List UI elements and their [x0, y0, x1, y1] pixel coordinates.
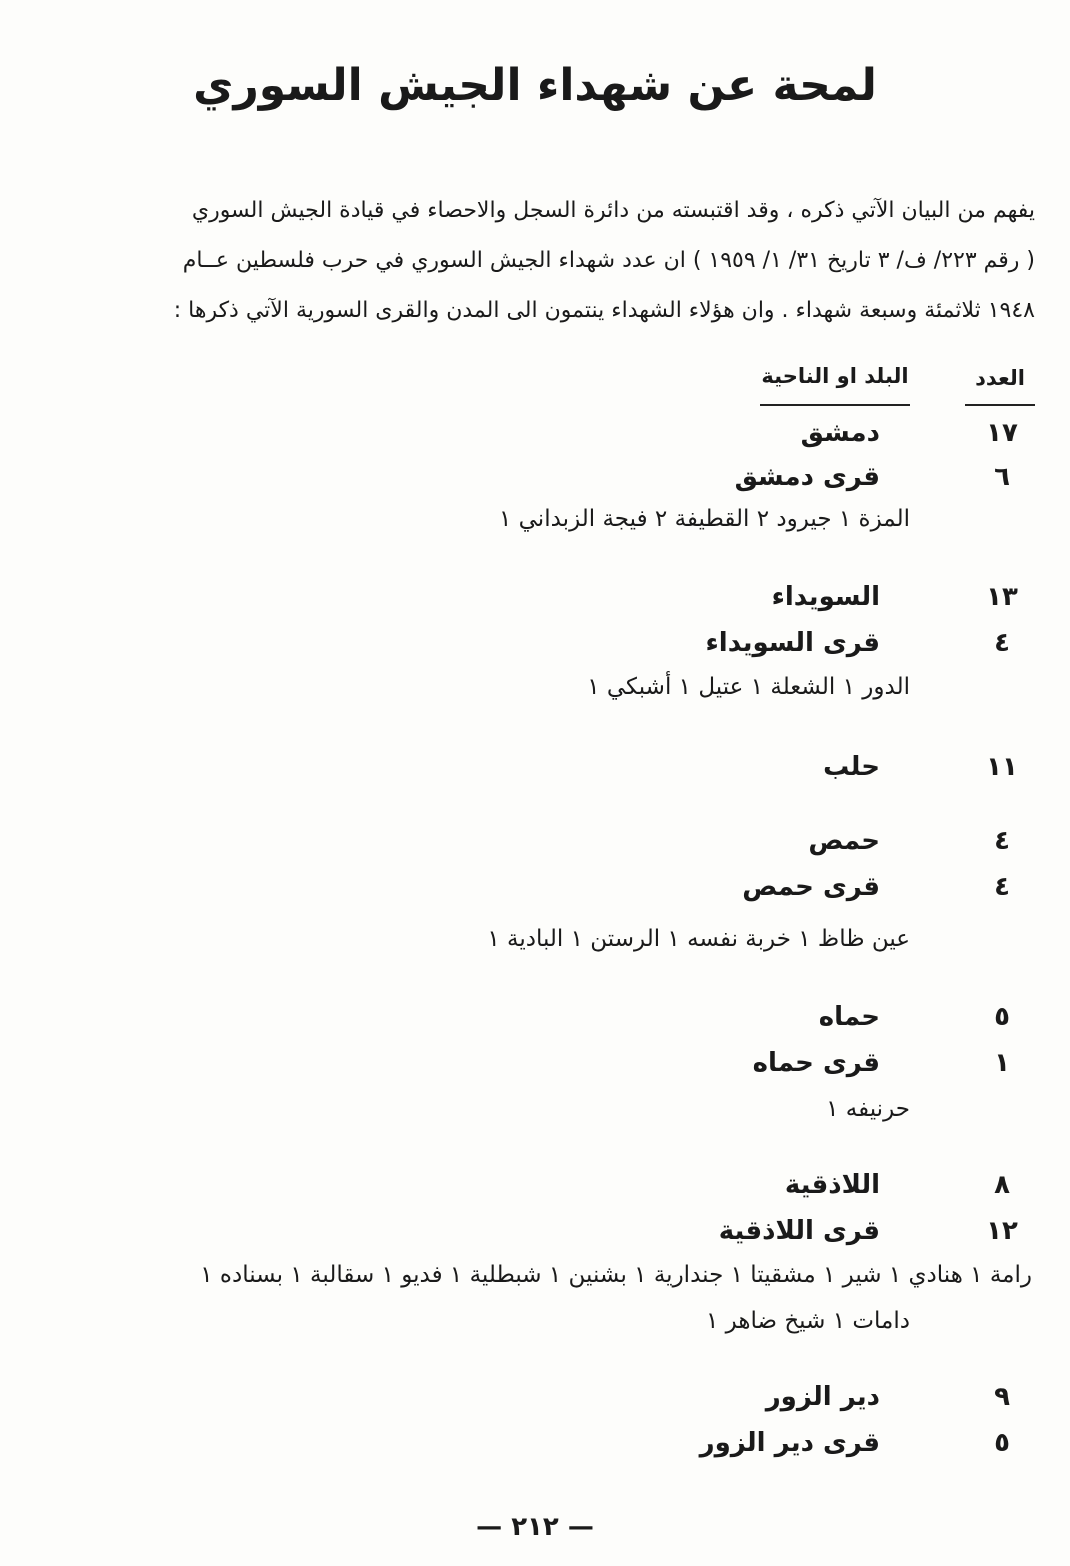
table-row	[0, 826, 1070, 866]
page-title: لمحة عن شهداء الجيش السوري	[193, 60, 877, 111]
row-count: ٥	[994, 1002, 1010, 1032]
row-count: ٤	[994, 628, 1010, 658]
column-header-place-rule	[760, 404, 910, 406]
row-count: ١٢	[986, 1216, 1018, 1246]
row-count: ١٣	[986, 582, 1018, 612]
row-count: ١٧	[986, 418, 1018, 448]
row-count: ١	[994, 1048, 1010, 1078]
row-count: ٩	[994, 1382, 1010, 1412]
village-list: حرنيفه ١	[826, 1096, 910, 1122]
row-place: قرى دير الزور	[699, 1428, 880, 1458]
row-place: حمص	[808, 826, 880, 856]
row-count: ٨	[994, 1170, 1010, 1200]
table-row	[0, 1048, 1070, 1088]
table-row	[0, 1216, 1070, 1256]
row-place: قرى اللاذقية	[718, 1216, 880, 1246]
table-row	[0, 418, 1070, 458]
table-row	[0, 1428, 1070, 1468]
row-count: ٥	[994, 1428, 1010, 1458]
row-place: اللاذقية	[784, 1170, 880, 1200]
intro-line-3: ١٩٤٨ ثلاثمئة وسبعة شهداء . وان هؤلاء الشهداء ينتمون الى المدن والقرى السورية الآتي ذكرها :	[173, 298, 1035, 323]
column-header-place: البلد او الناحية	[761, 364, 909, 388]
row-place: السويداء	[771, 582, 880, 612]
row-place: حماه	[818, 1002, 880, 1032]
row-place: قرى دمشق	[734, 462, 880, 492]
village-list: عين ظاظ ١ خربة نفسه ١ الرستن ١ البادية ١	[487, 926, 910, 952]
intro-line-1: يفهم من البيان الآتي ذكره ، وقد اقتبسته من دائرة السجل والاحصاء في قيادة الجيش السوري	[191, 198, 1035, 223]
row-count: ٦	[994, 462, 1010, 492]
intro-line-2: ( رقم ٢٢٣/ ف/ ٣ تاريخ ٣١/ ١/ ١٩٥٩ ) ان عدد شهداء الجيش السوري في حرب فلسطين عــام	[182, 248, 1035, 273]
row-place: قرى حمص	[742, 872, 880, 902]
village-list: رامة ١ هنادي ١ شير ١ مشقيتا ١ جندارية ١ بشنين ١ شبطلية ١ فديو ١ سقالبة ١ بسناده ١	[200, 1262, 1032, 1288]
row-place: دير الزور	[765, 1382, 880, 1412]
row-place: قرى السويداء	[705, 628, 880, 658]
row-place: حلب	[823, 752, 880, 782]
row-count: ٤	[994, 826, 1010, 856]
row-count: ١١	[986, 752, 1018, 782]
table-row	[0, 462, 1070, 502]
row-place: دمشق	[800, 418, 880, 448]
row-count: ٤	[994, 872, 1010, 902]
table-row	[0, 582, 1070, 622]
column-header-count-rule	[965, 404, 1035, 406]
column-header-count: العدد	[975, 366, 1025, 390]
table-row	[0, 1170, 1070, 1210]
table-row	[0, 872, 1070, 912]
row-place: قرى حماه	[752, 1048, 880, 1078]
table-row	[0, 1382, 1070, 1422]
table-row	[0, 752, 1070, 792]
table-row	[0, 1002, 1070, 1042]
village-list: الدور ١ الشعلة ١ عتيل ١ أشبكي ١	[587, 674, 910, 700]
intro-paragraph	[50, 186, 1035, 336]
table-row	[0, 628, 1070, 668]
page-number: — ٢١٢ —	[476, 1512, 594, 1542]
village-list: دامات ١ شيخ ضاهر ١	[705, 1308, 910, 1334]
village-list: المزة ١ جيرود ٢ القطيفة ٢ فيجة الزبداني ١	[498, 506, 910, 532]
